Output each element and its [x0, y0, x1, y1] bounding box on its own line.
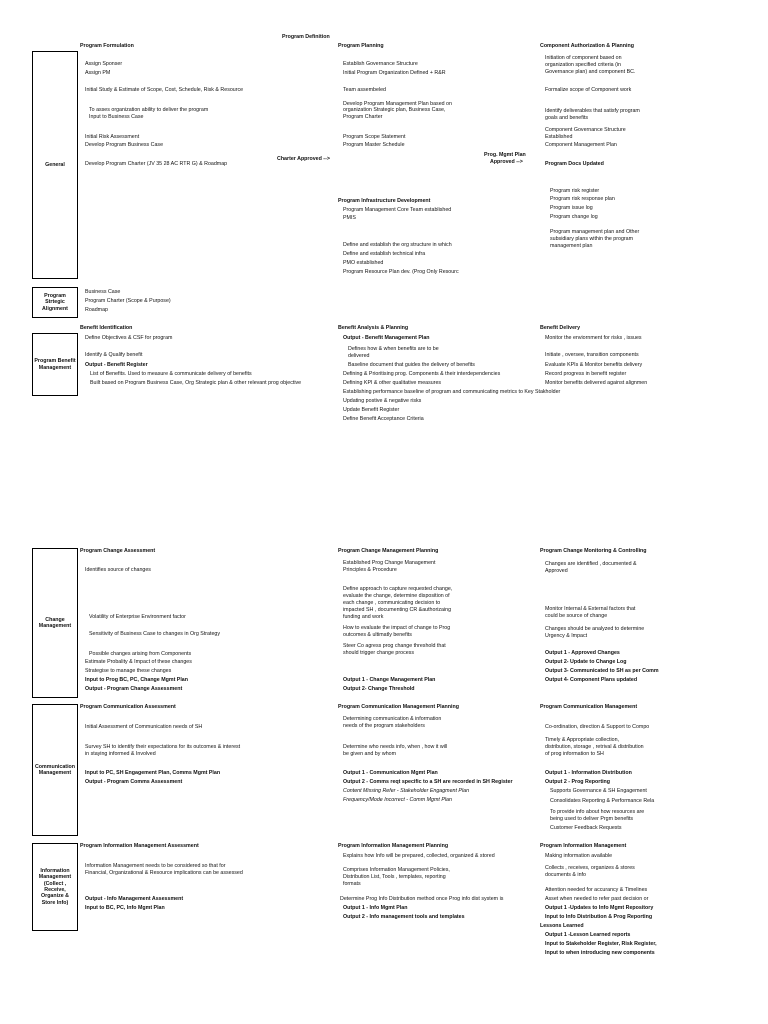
text-line: Output 1 -Lesson Learned reports [545, 932, 631, 938]
text-line: Assign PM [85, 70, 111, 76]
row-label-box-benefit [32, 333, 78, 396]
text-line: To asses organization ability to deliver the program [89, 107, 209, 113]
row-label-information-management: Information Management (Collect , Receive, Organize & Store Info) [38, 867, 72, 906]
col-header-benefit-delivery: Benefit Delivery [540, 325, 581, 331]
text-line: Assign Sponser [85, 61, 123, 67]
text-line: should trigger change process [343, 650, 414, 656]
col-header-component-authorization: Component Authorization & Planning [540, 43, 634, 49]
mgmt-plan-approved-label: Approved --> [490, 159, 523, 165]
text-line: organization specified criteria (in [545, 62, 621, 68]
text-line: Formalize scope of Component work [545, 87, 632, 93]
text-line: Initial Risk Assessment [85, 134, 140, 140]
text-line: Established [545, 134, 573, 140]
text-line: Changes should be analyzed to determine [545, 626, 645, 632]
mgmt-plan-approved-label: Prog. Mgmt Plan [484, 152, 526, 158]
text-line: Monitor the enviornment for risks , issues [545, 335, 642, 341]
row-label-box-information [32, 843, 78, 931]
text-line: Program management plan and Other [550, 229, 640, 235]
row-label-strategic-alignment: Program Strtegic Alignment [42, 292, 68, 312]
text-line: Output 2 - Comms reqt specific to a SH are recorded in SH Register [343, 779, 513, 785]
text-line: Develop Program Management Plan based on [343, 101, 452, 107]
text-line: Establish Governance Structure [343, 61, 418, 67]
text-line: Initial Assessment of Communication needs of SH [85, 724, 203, 730]
text-line: Program Scope Statement [343, 134, 406, 140]
text-line: Program Charter [343, 114, 383, 120]
text-line: Comprises Information Management Policies, [343, 867, 450, 873]
col-header-comm-assessment: Program Communication Assessment [80, 704, 176, 710]
text-line: Output 4- Component Plans updated [545, 677, 638, 683]
row-label-box-alignment [32, 287, 78, 318]
text-line: delivered [348, 353, 370, 359]
text-line: Output 1 -Updates to Info Mgmt Repository [545, 905, 654, 911]
text-line: being used to deliver Prgm benefits [550, 816, 634, 822]
text-line: Urgency & Impact [545, 633, 588, 639]
text-line: Defines how & when benefits are to be [348, 346, 439, 352]
text-line: Governance plan) and component BC. [545, 69, 636, 75]
text-line: Define approach to capture requested change, [343, 586, 453, 592]
col-header-info-assessment: Program Information Management Assessment [80, 843, 199, 849]
text-line: management plan [550, 243, 593, 249]
text-line: subsidiary plans within the program [550, 236, 634, 242]
text-line: Supports Governance & SH Engagement [550, 788, 647, 794]
col-header-change-monitoring: Program Change Monitoring & Controlling [540, 548, 647, 554]
text-line: Built based on Program Business Case, Org Strategic plan & other relevant prog objective [90, 380, 302, 386]
text-line: Frequency/Mode Incorrect - Comm Mgmt Plan [343, 797, 452, 803]
text-line: Output 2- Update to Change Log [545, 659, 627, 665]
text-line: Input to Info Distribution & Prog Reporting [545, 914, 653, 920]
text-line: Define Objectives & CSF for program [85, 335, 173, 341]
lessons-learned-header: Lessons Learned [540, 923, 584, 929]
text-line: Estimate Probality & Impact of these changes [85, 659, 192, 665]
row-label-box-general [32, 51, 78, 279]
row-label-box-change [32, 548, 78, 698]
text-line: Program Resource Plan dev. (Prog Only Resourc [343, 269, 459, 275]
text-line: Survey SH to identify their expectations for its outcomes & interest [85, 744, 241, 750]
text-line: in staying informed & Involved [85, 751, 156, 757]
text-line: Collects , receives, organizes & stores [545, 865, 635, 871]
text-line: funding and work [343, 614, 384, 620]
row-label-communication-management: Communication Management [34, 763, 76, 776]
text-line: organization Strategic plan, Business Case, [343, 107, 446, 113]
text-line: Output 1 - Communication Mgmt Plan [343, 770, 438, 776]
text-line: Output 1 - Approved Changes [545, 650, 620, 656]
text-line: each change , communicating decision to [343, 600, 441, 606]
text-line: Sensitivity of Business Case to changes in Org Strategy [89, 631, 221, 637]
text-line: Define and establish the org structure in which [343, 242, 452, 248]
text-line: Input to Stakeholder Register, Risk Register, [545, 941, 657, 947]
text-line: Identify & Qualify benefit [85, 352, 143, 358]
text-line: Monitor Internal & External factors that [545, 606, 636, 612]
row-label-general: General [45, 161, 65, 168]
col-header-benefit-analysis: Benefit Analysis & Planning [338, 325, 409, 331]
text-line: Develop Program Charter (JV 35 28 AC RTR G) & Roadmap [85, 161, 228, 167]
text-line: Identifies source of changes [85, 567, 151, 573]
text-line: Roadmap [85, 307, 108, 313]
col-header-program-planning: Program Planning [338, 43, 384, 49]
text-line: Input to BC, PC, Info Mgmt Plan [85, 905, 165, 911]
text-line: be given and by whom [343, 751, 397, 757]
text-line: Program issue log [550, 205, 593, 211]
col-header-change-assessment: Program Change Assessment [80, 548, 156, 554]
text-line: To provide info about how resources are [550, 809, 645, 815]
text-line: Updating postive & negative risks [343, 398, 422, 404]
text-line: Determine Prog Info Distribution method once Prog info dist system is [340, 896, 504, 902]
text-line: Strategise to manage these changes [85, 668, 172, 674]
text-line: Content Missing Refer - Stakeholder Engagment Plan [343, 788, 470, 794]
text-line: formats [343, 881, 361, 887]
text-line: Output - Benefit Management Plan [343, 335, 430, 341]
text-line: Establishing performance baseline of program and communicating metrics to Key Stakholder [343, 389, 561, 395]
text-line: Develop Program Business Case [85, 142, 164, 148]
text-line: documents & info [545, 872, 586, 878]
text-line: Input to PC, SH Engagement Plan, Comms Mgmt Plan [85, 770, 221, 776]
text-line: Timely & Appropriate collection, [545, 737, 619, 743]
text-line: Program risk register [550, 188, 600, 194]
col-header-comm-planning: Program Communication Management Planning [338, 704, 459, 710]
text-line: needs of the program stakeholders [343, 723, 425, 729]
text-line: Component Management Plan [545, 142, 617, 148]
col-header-comm-management: Program Communication Management [540, 704, 638, 710]
row-label-change-management: Change Management [38, 616, 72, 629]
col-header-info-planning: Program Information Management Planning [338, 843, 449, 849]
col-header-info-management: Program Information Management [540, 843, 627, 849]
text-line: Define and establish technical infra [343, 251, 426, 257]
program-docs-updated-label: Program Docs Updated [545, 161, 604, 167]
infra-header: Program Infrastructure Development [338, 198, 431, 204]
text-line: Distribution List, Tools , templates, reporting [343, 874, 446, 880]
text-line: Team assembeled [343, 87, 386, 93]
text-line: Volatility of Enterprise Environment factor [89, 614, 186, 620]
text-line: evaluate the change, determine disposition of [343, 593, 450, 599]
text-line: Input to Prog BC, PC, Change Mgmt Plan [85, 677, 188, 683]
text-line: could be source of change [545, 613, 608, 619]
text-line: Determining communication & information [343, 716, 442, 722]
text-line: PMIS [343, 215, 356, 221]
text-line: Baseline document that guides the delivery of benefits [348, 362, 475, 368]
text-line: Financial, Organizational & Resource implications can be assessed [85, 870, 243, 876]
row-label-benefit-management: Program Benefit Management [34, 358, 76, 371]
text-line: Monitor benefits delivered against alignmen [545, 380, 648, 386]
text-line: Program change log [550, 214, 598, 220]
text-line: Output - Program Change Assessment [85, 686, 183, 692]
text-line: Established Prog Change Management [343, 560, 436, 566]
text-line: Defining KPI & other qualitative measures [343, 380, 442, 386]
text-line: Program Management Core Team established [343, 207, 452, 213]
text-line: List of Benefits. Used to measure & communicate delivery of benefits [90, 371, 252, 377]
text-line: distribution, storage , retrival & distribution [545, 744, 644, 750]
page-title: Program Definition [282, 34, 330, 40]
text-line: Record progress in benefit register [545, 371, 627, 377]
text-line: Output 1 - Change Management Plan [343, 677, 436, 683]
text-line: Output 1 - Info Mgmt Plan [343, 905, 408, 911]
text-line: Determine who needs info, when , how it will [343, 744, 448, 750]
text-line: Output - Program Comms Assessment [85, 779, 183, 785]
text-line: Program risk response plan [550, 196, 615, 202]
text-line: Output 2 - Info management tools and templates [343, 914, 465, 920]
text-line: Output - Info Management Assessment [85, 896, 184, 902]
text-line: Attention needed for accurancy & Timelines [545, 887, 648, 893]
charter-approved-label: Charter Approved --> [277, 156, 330, 162]
text-line: Initial Study & Estimate of Scope, Cost, Schedule, Risk & Resource [85, 87, 244, 93]
text-line: Approved [545, 568, 568, 574]
text-line: Asset when needed to refer past decision or [545, 896, 649, 902]
text-line: of prog information to SH [545, 751, 604, 757]
col-header-benefit-identification: Benefit Identification [80, 325, 133, 331]
text-line: Identify deliverables that satisfy program [545, 108, 640, 114]
text-line: Customer Feedback Requests [550, 825, 622, 831]
text-line: outcomes & ultimatly benefits [343, 632, 412, 638]
text-line: Output 2- Change Threshold [343, 686, 415, 692]
text-line: Output 3- Communicated to SH as per Comm [545, 668, 659, 674]
text-line: Initiation of component based on [545, 55, 622, 61]
text-line: Program Charter (Scope & Purpose) [85, 298, 171, 304]
text-line: Making information available [545, 853, 613, 859]
text-line: Defining & Prioritising prog. Components & their interdependencies [343, 371, 501, 377]
text-line: Co-ordination, direction & Support to Compo [545, 724, 650, 730]
text-line: Principles & Procedure [343, 567, 397, 573]
text-line: Initiate , oversee, transition components [545, 352, 639, 358]
text-line: Output 2 - Prog Reporting [545, 779, 611, 785]
text-line: PMO established [343, 260, 384, 266]
text-line: Consolidates Reporting & Performance Rela [550, 798, 655, 804]
text-line: Output - Benefit Register [85, 362, 148, 368]
text-line: Define Benefit Acceptance Criteria [343, 416, 424, 422]
col-header-program-formulation: Program Formulation [80, 43, 134, 49]
text-line: goals and benefits [545, 115, 588, 121]
row-label-box-communication [32, 704, 78, 836]
text-line: Input to when introducing new components [545, 950, 655, 956]
text-line: Output 1 - Information Distribution [545, 770, 632, 776]
text-line: Update Benefit Register [343, 407, 400, 413]
text-line: Input to Business Case [89, 114, 144, 120]
text-line: Evaluate KPIs & Monitor benefits delivery [545, 362, 643, 368]
col-header-change-planning: Program Change Management Planning [338, 548, 439, 554]
text-line: Changes are identified , documented & [545, 561, 637, 567]
text-line: Possible changes arising from Components [89, 651, 192, 657]
text-line: Initial Program Organization Defined + R&R [343, 70, 446, 76]
text-line: impacted SH , documenting CR &authorizaing [343, 607, 452, 613]
text-line: Information Management needs to be considered so that for [85, 863, 226, 869]
text-line: Steer Co agress prog change threshold that [343, 643, 446, 649]
text-line: Business Case [85, 289, 121, 295]
text-line: How to evaluate the impact of change to Prog [343, 625, 451, 631]
text-line: Component Governance Structure [545, 127, 626, 133]
text-line: Explains how Info will be prepared, collected, organized & stored [343, 853, 495, 859]
text-line: Program Master Schedule [343, 142, 405, 148]
